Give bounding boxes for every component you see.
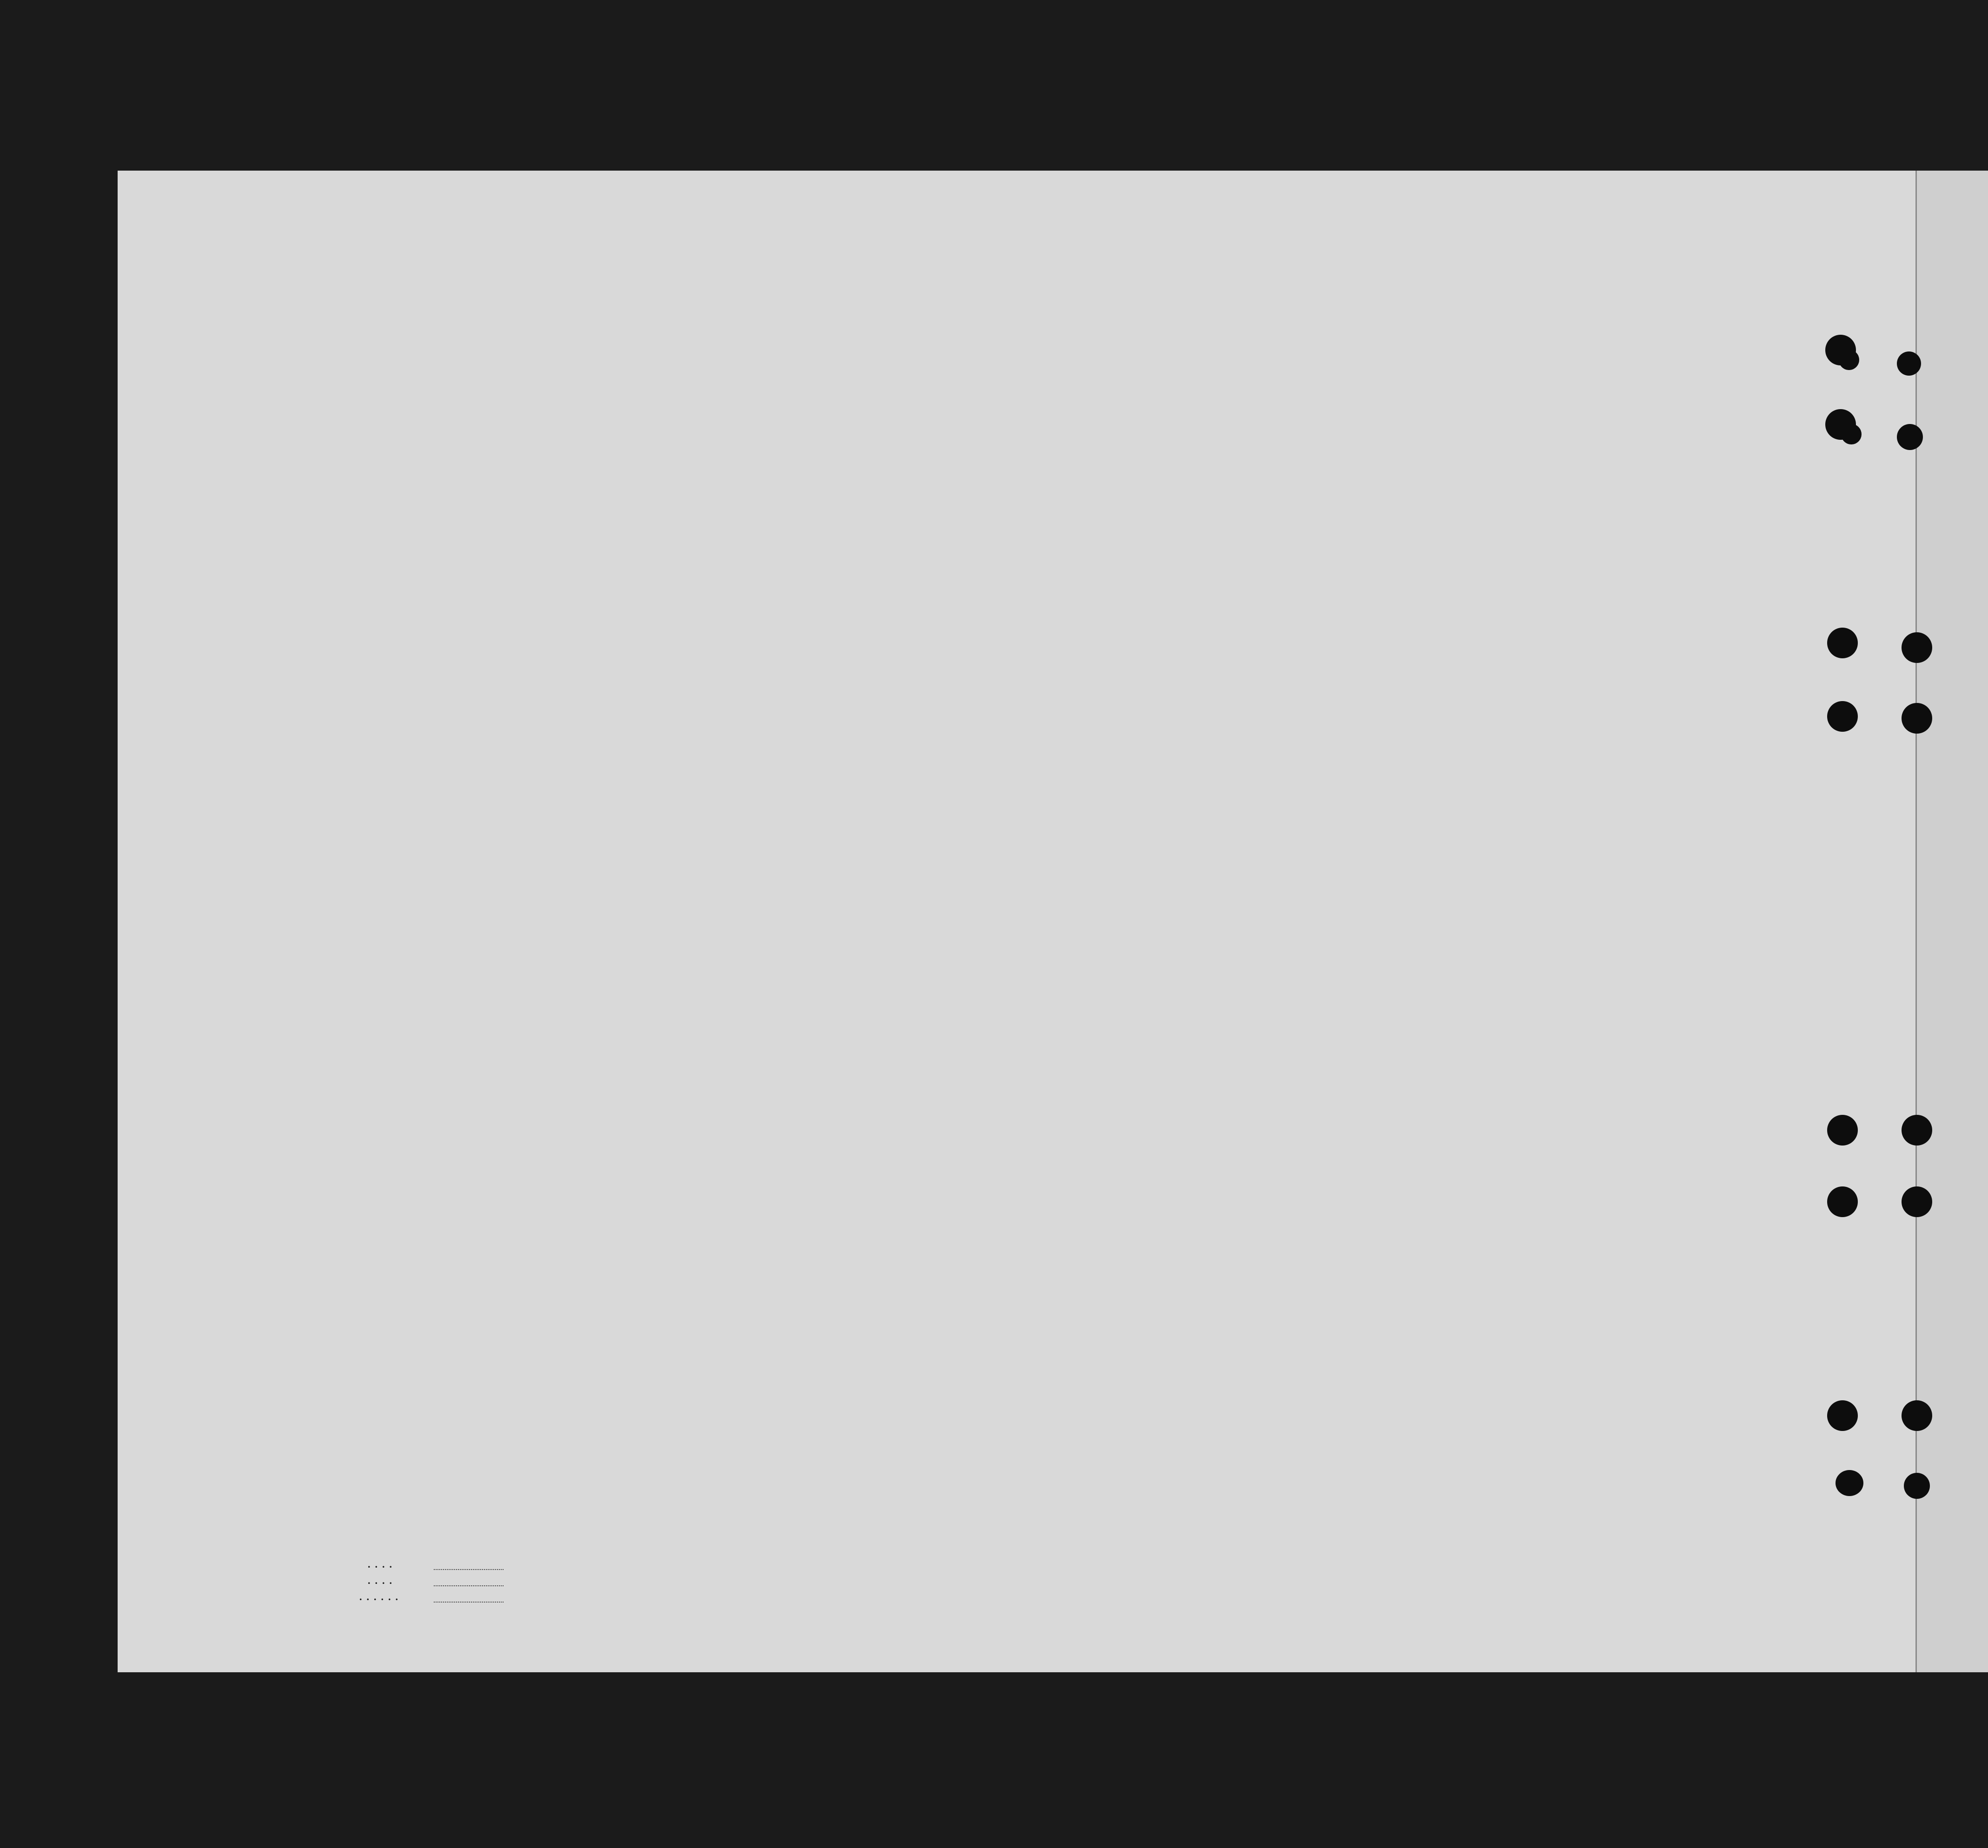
- total-passengers-line: [434, 1569, 504, 1570]
- punch-hole: [1897, 351, 1921, 376]
- next-page-edge: [1915, 171, 1988, 1672]
- leader-dots: ....: [368, 1575, 397, 1586]
- punch-hole: [1827, 628, 1858, 658]
- punch-hole: [1827, 1115, 1858, 1146]
- punch-hole: [1827, 1186, 1858, 1217]
- punch-hole: [1902, 1400, 1932, 1431]
- leader-dots: ......: [359, 1591, 403, 1603]
- punch-hole: [1904, 1473, 1930, 1499]
- us-citizens-line: [434, 1585, 504, 1586]
- punch-hole: [1902, 632, 1932, 663]
- punch-hole: [1827, 701, 1858, 732]
- form-grid: [118, 171, 1972, 1672]
- aliens-line: [434, 1602, 504, 1603]
- punch-hole: [1902, 1115, 1932, 1146]
- manifest-sheet: [118, 171, 1972, 1672]
- punch-hole: [1902, 703, 1932, 734]
- punch-hole: [1827, 1400, 1858, 1431]
- punch-hole: [1836, 1470, 1863, 1496]
- punch-hole: [1839, 350, 1859, 370]
- punch-hole: [1897, 424, 1923, 450]
- leader-dots: ....: [368, 1558, 397, 1570]
- punch-hole: [1902, 1186, 1932, 1217]
- punch-hole: [1841, 424, 1862, 444]
